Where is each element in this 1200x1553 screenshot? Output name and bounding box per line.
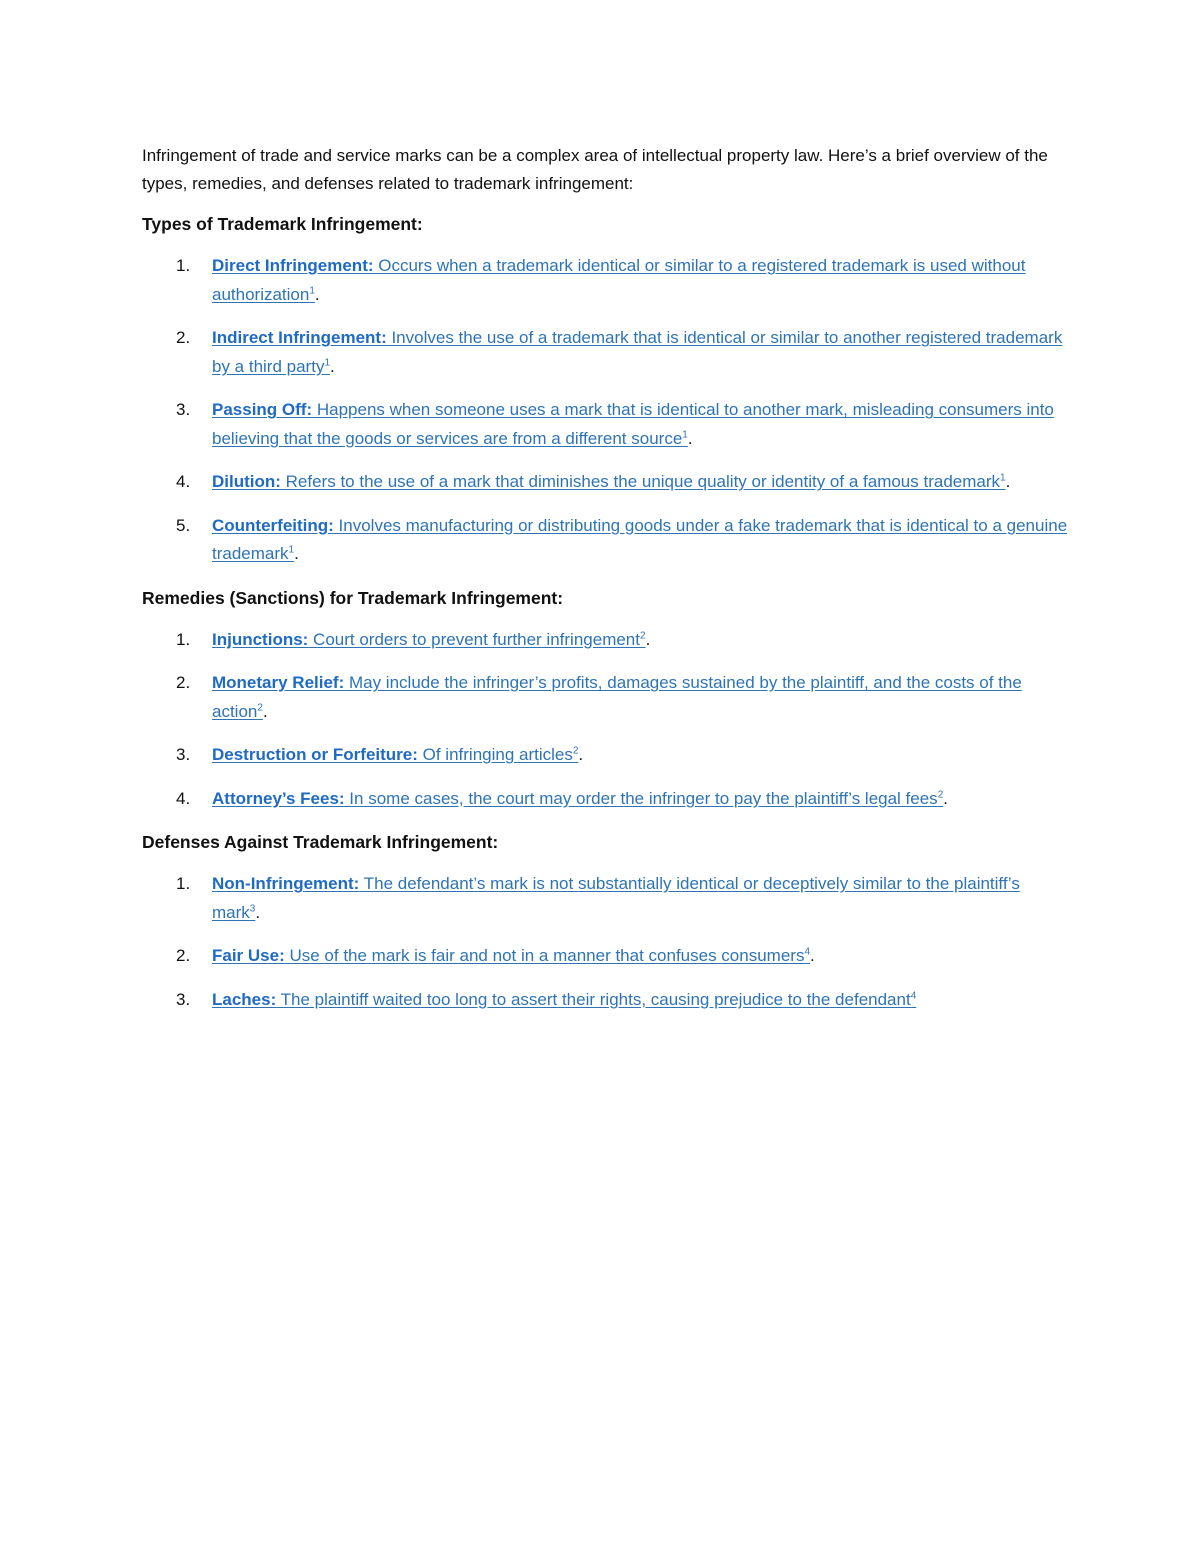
list-number: 2.	[176, 946, 191, 965]
footnote-ref[interactable]: 1	[1000, 472, 1006, 484]
list-types	[142, 252, 1072, 569]
footnote-ref[interactable]: 3	[249, 902, 256, 914]
heading-types: Types of Trademark Infringement:	[142, 214, 423, 234]
reference-link[interactable]	[212, 789, 943, 808]
list-number: 3.	[176, 745, 191, 764]
term-label: Passing Off:	[212, 400, 313, 419]
term-description: In some cases, the court may order the infringer to pay the plaintiff’s legal fees	[344, 788, 938, 808]
term-description: Court orders to prevent further infringement	[308, 629, 640, 649]
footnote-ref[interactable]: 4	[910, 989, 917, 1001]
end-punctuation: .	[810, 946, 815, 965]
reference-link[interactable]	[212, 516, 1067, 564]
list-item	[142, 324, 1072, 381]
term-label: Destruction or Forfeiture:	[212, 745, 418, 764]
term-label: Non-Infringement:	[212, 874, 360, 893]
footnote-ref[interactable]: 2	[937, 788, 944, 800]
list-number: 3.	[176, 989, 191, 1009]
list-number: 5.	[176, 515, 191, 535]
list-defenses	[142, 870, 1072, 1014]
term-description: Refers to the use of a mark that diminishes the unique quality or identity of a famous trademark	[280, 472, 1001, 491]
term-label: Fair Use:	[212, 946, 285, 965]
term-label: Counterfeiting:	[212, 515, 334, 535]
reference-link[interactable]	[212, 946, 810, 965]
document-page	[142, 142, 1072, 1029]
term-label: Direct Infringement:	[212, 256, 374, 275]
term-description: Occurs when a trademark identical or similar to a registered trademark is used without authorization	[212, 256, 1026, 304]
reference-link[interactable]	[212, 400, 1054, 448]
list-number: 1.	[176, 874, 191, 893]
list-item	[142, 468, 1072, 497]
term-description: May include the infringer’s profits, damages sustained by the plaintiff, and the costs of the action	[212, 673, 1022, 721]
list-item	[142, 512, 1072, 569]
list-number: 3.	[176, 400, 191, 419]
term-description: Happens when someone uses a mark that is identical to another mark, misleading consumers into believing that the goods or services are from a different source	[212, 400, 1054, 448]
list-item	[142, 785, 1072, 814]
footnote-ref[interactable]: 4	[804, 946, 811, 958]
heading-remedies: Remedies (Sanctions) for Trademark Infringement:	[142, 587, 564, 608]
list-number: 2.	[176, 673, 191, 692]
reference-link[interactable]	[212, 745, 578, 764]
list-item	[142, 942, 1072, 971]
term-label: Indirect Infringement:	[212, 328, 387, 347]
end-punctuation: .	[645, 629, 651, 649]
list-item	[142, 252, 1072, 309]
term-label: Monetary Relief:	[212, 673, 345, 692]
list-remedies	[142, 626, 1072, 814]
heading-defenses: Defenses Against Trademark Infringement:	[142, 832, 499, 852]
end-punctuation: .	[578, 745, 584, 764]
footnote-ref[interactable]: 1	[309, 284, 315, 296]
list-number: 1.	[176, 256, 191, 275]
list-item	[142, 669, 1072, 726]
term-description: Involves manufacturing or distributing goods under a fake trademark that is identical to a genuine trademark	[212, 515, 1068, 563]
term-label: Laches:	[212, 989, 277, 1009]
term-description: The defendant’s mark is not substantially identical or deceptively similar to the plaintiff’s mark	[212, 874, 1020, 922]
end-punctuation: .	[294, 544, 299, 563]
reference-link[interactable]	[212, 673, 1022, 721]
end-punctuation: .	[1005, 472, 1011, 491]
term-description: Involves the use of a trademark that is identical or similar to another registered trademark by a third party	[212, 328, 1063, 376]
term-description: Of infringing articles	[417, 745, 573, 764]
sections-container	[142, 210, 1072, 1014]
footnote-ref[interactable]: 2	[572, 745, 579, 757]
reference-link[interactable]	[212, 874, 1020, 922]
list-item	[142, 986, 1072, 1015]
term-label: Attorney’s Fees:	[212, 788, 345, 808]
reference-link[interactable]	[212, 630, 646, 649]
end-punctuation: .	[687, 428, 693, 448]
list-number: 2.	[176, 328, 191, 347]
list-item	[142, 396, 1072, 453]
list-item	[142, 741, 1072, 770]
term-label: Dilution:	[212, 472, 281, 491]
reference-link[interactable]	[212, 256, 1025, 304]
footnote-ref[interactable]: 2	[640, 629, 646, 641]
end-punctuation: .	[330, 356, 335, 376]
footnote-ref[interactable]: 2	[257, 701, 263, 713]
end-punctuation: .	[314, 284, 320, 304]
list-item	[142, 626, 1072, 655]
reference-link[interactable]	[212, 990, 916, 1009]
end-punctuation: .	[262, 701, 268, 721]
list-item	[142, 870, 1072, 927]
intro-paragraph: Infringement of trade and service marks can be a complex area of intellectual property law. Here’s a brief overview of the types, remedies, and defenses related to trademark infringement:	[142, 146, 1048, 193]
footnote-ref[interactable]: 1	[682, 428, 688, 440]
end-punctuation: .	[943, 788, 948, 808]
term-description: The plaintiff waited too long to assert their rights, causing prejudice to the defendant	[276, 989, 911, 1009]
end-punctuation: .	[255, 902, 261, 922]
footnote-ref[interactable]: 1	[288, 544, 295, 556]
footnote-ref[interactable]: 1	[324, 356, 331, 368]
list-number: 4.	[176, 472, 191, 491]
reference-link[interactable]	[212, 472, 1006, 491]
list-number: 4.	[176, 788, 191, 808]
term-description: Use of the mark is fair and not in a manner that confuses consumers	[284, 946, 805, 965]
reference-link[interactable]	[212, 328, 1062, 376]
term-label: Injunctions:	[212, 629, 309, 649]
list-number: 1.	[176, 629, 191, 649]
